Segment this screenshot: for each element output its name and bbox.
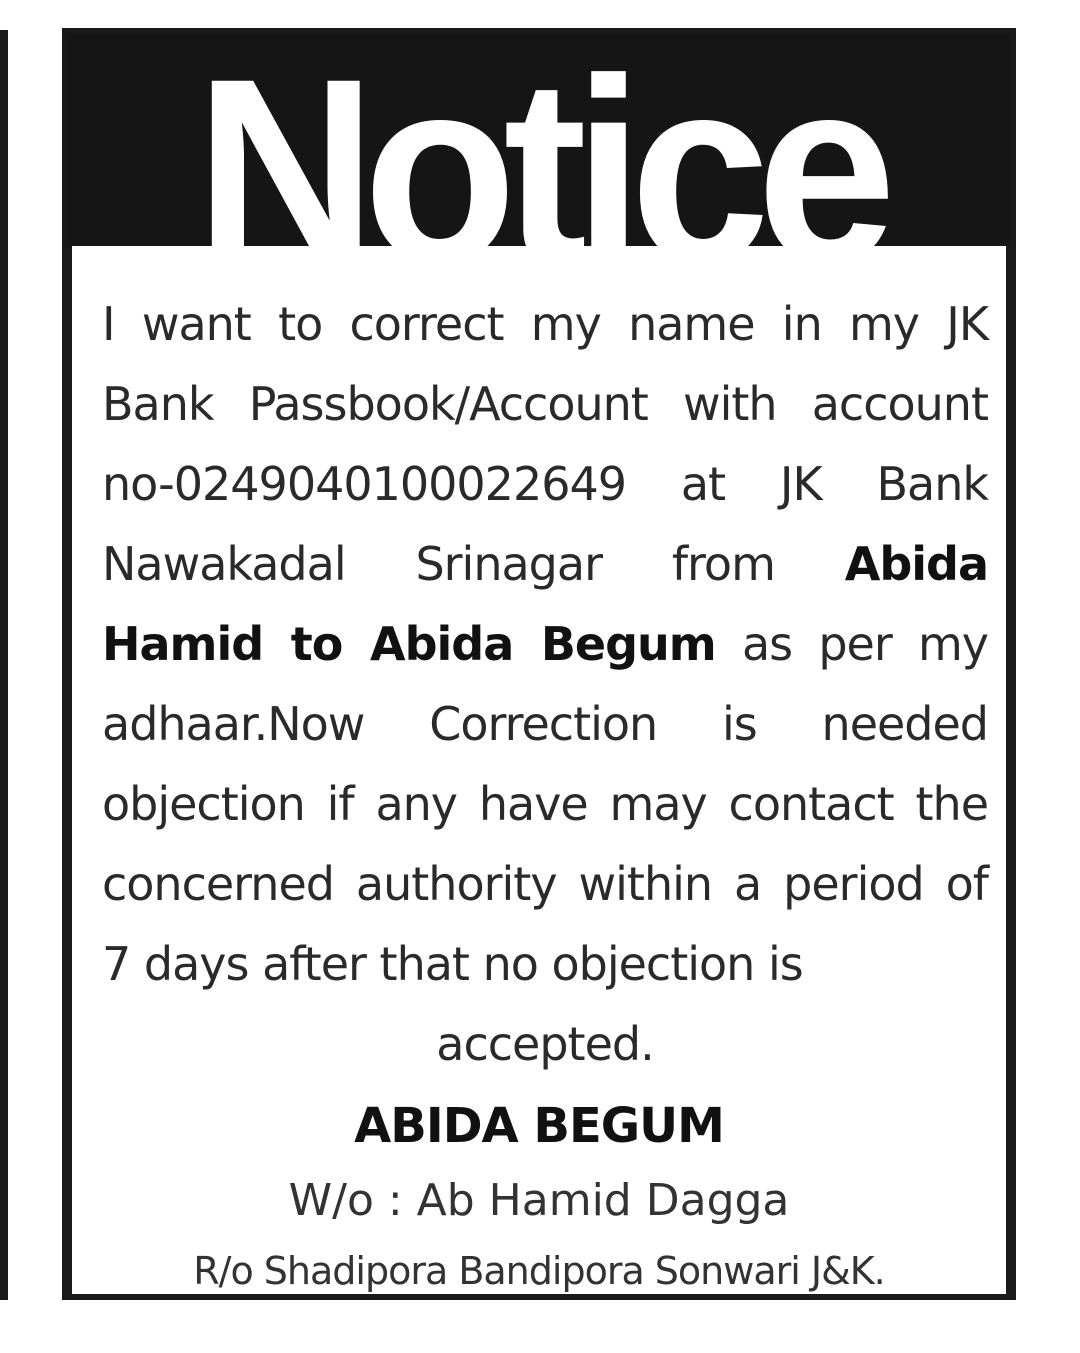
body-text-end: as per my adhaar.Now Correction is needed objection if any have may contact the concerned authority within a period of 7 days after that no objection is [102, 617, 988, 991]
notice-header [68, 24, 1010, 317]
notice-body [68, 246, 1010, 1294]
body-last-line: accepted. [436, 1017, 654, 1071]
name-change-bold: Abida Hamid to Abida Begum [102, 537, 988, 671]
signatory-name: ABIDA BEGUM [354, 1098, 724, 1154]
signature-block [72, 1086, 1006, 1306]
signatory-address: R/o Shadipora Bandipora Sonwari J&K. [193, 1249, 885, 1293]
notice-title: Notice [194, 24, 884, 317]
signatory-relation: W/o : Ab Hamid Dagga [288, 1175, 790, 1226]
body-text-start: I want to correct my name in my JK Bank Passbook/Account with account no-0249040100022649 at JK Bank Nawakadal Srinagar from [102, 297, 988, 591]
notice-body-text [102, 284, 988, 1084]
notice-box [62, 24, 1016, 1300]
column-rule [0, 30, 8, 1300]
